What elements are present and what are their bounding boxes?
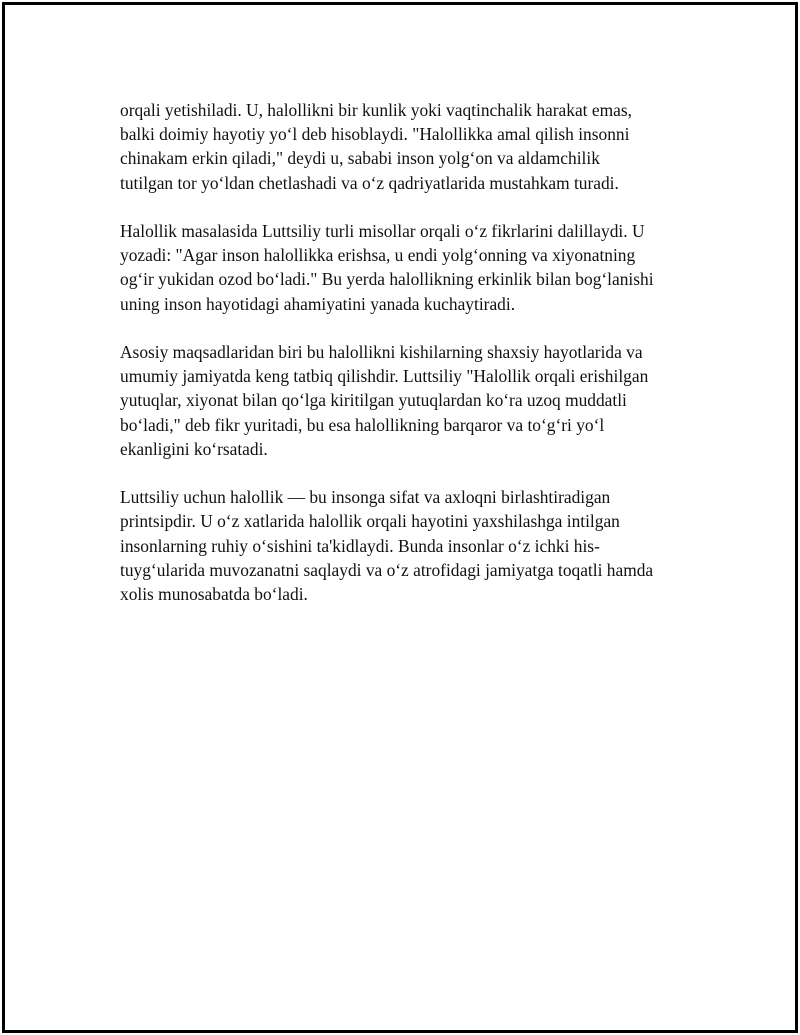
text-line: yutuqlar, xiyonat bilan qo‘lga kiritilgan yutuqlardan ko‘ra uzoq muddatli	[120, 390, 627, 411]
paragraph-1	[120, 98, 700, 195]
text-line: umumiy jamiyatda keng tatbiq qilishdir. Luttsiliy "Halollik orqali erishilgan	[120, 366, 649, 387]
text-line: Halollik masalasida Luttsiliy turli misollar orqali o‘z fikrlarini dalillaydi. U	[120, 221, 645, 241]
text-line: tutilgan tor yo‘ldan chetlashadi va o‘z qadriyatlarida mustahkam turadi.	[120, 172, 619, 193]
text-line: orqali yetishiladi. U, halollikni bir kunlik yoki vaqtinchalik harakat emas,	[120, 100, 632, 120]
paragraph-4	[120, 485, 700, 606]
text-line: bo‘ladi," deb fikr yuritadi, bu esa halollikning barqaror va to‘g‘ri yo‘l	[120, 414, 605, 435]
text-line: insonlarning ruhiy o‘sishini ta'kidlaydi. Bunda insonlar o‘z ichki his-	[120, 535, 600, 556]
text-line: xolis munosabatda bo‘ladi.	[120, 584, 308, 605]
document-body	[120, 98, 700, 630]
text-line: tuyg‘ularida muvozanatni saqlaydi va o‘z atrofidagi jamiyatga toqatli hamda	[120, 559, 654, 580]
paragraph-2	[120, 219, 700, 316]
text-line: Asosiy maqsadlaridan biri bu halollikni kishilarning shaxsiy hayotlarida va	[120, 342, 643, 362]
text-line: og‘ir yukidan ozod bo‘ladi." Bu yerda halollikning erkinlik bilan bog‘lanishi	[120, 269, 654, 290]
text-line: Luttsiliy uchun halollik — bu insonga sifat va axloqni birlashtiradigan	[120, 487, 611, 508]
text-line: chinakam erkin qiladi," deydi u, sababi inson yolg‘on va aldamchilik	[120, 148, 600, 169]
text-line: yozadi: "Agar inson halollikka erishsa, u endi yolg‘onning va xiyonatning	[120, 245, 636, 266]
document-page	[2, 2, 798, 1033]
text-line: ekanligini ko‘rsatadi.	[120, 438, 268, 459]
text-line: printsipdir. U o‘z xatlarida halollik orqali hayotini yaxshilashga intilgan	[120, 511, 620, 532]
text-line: balki doimiy hayotiy yo‘l deb hisoblaydi. "Halollikka amal qilish insonni	[120, 124, 630, 145]
text-line: uning inson hayotidagi ahamiyatini yanada kuchaytiradi.	[120, 293, 516, 314]
paragraph-3	[120, 340, 700, 461]
